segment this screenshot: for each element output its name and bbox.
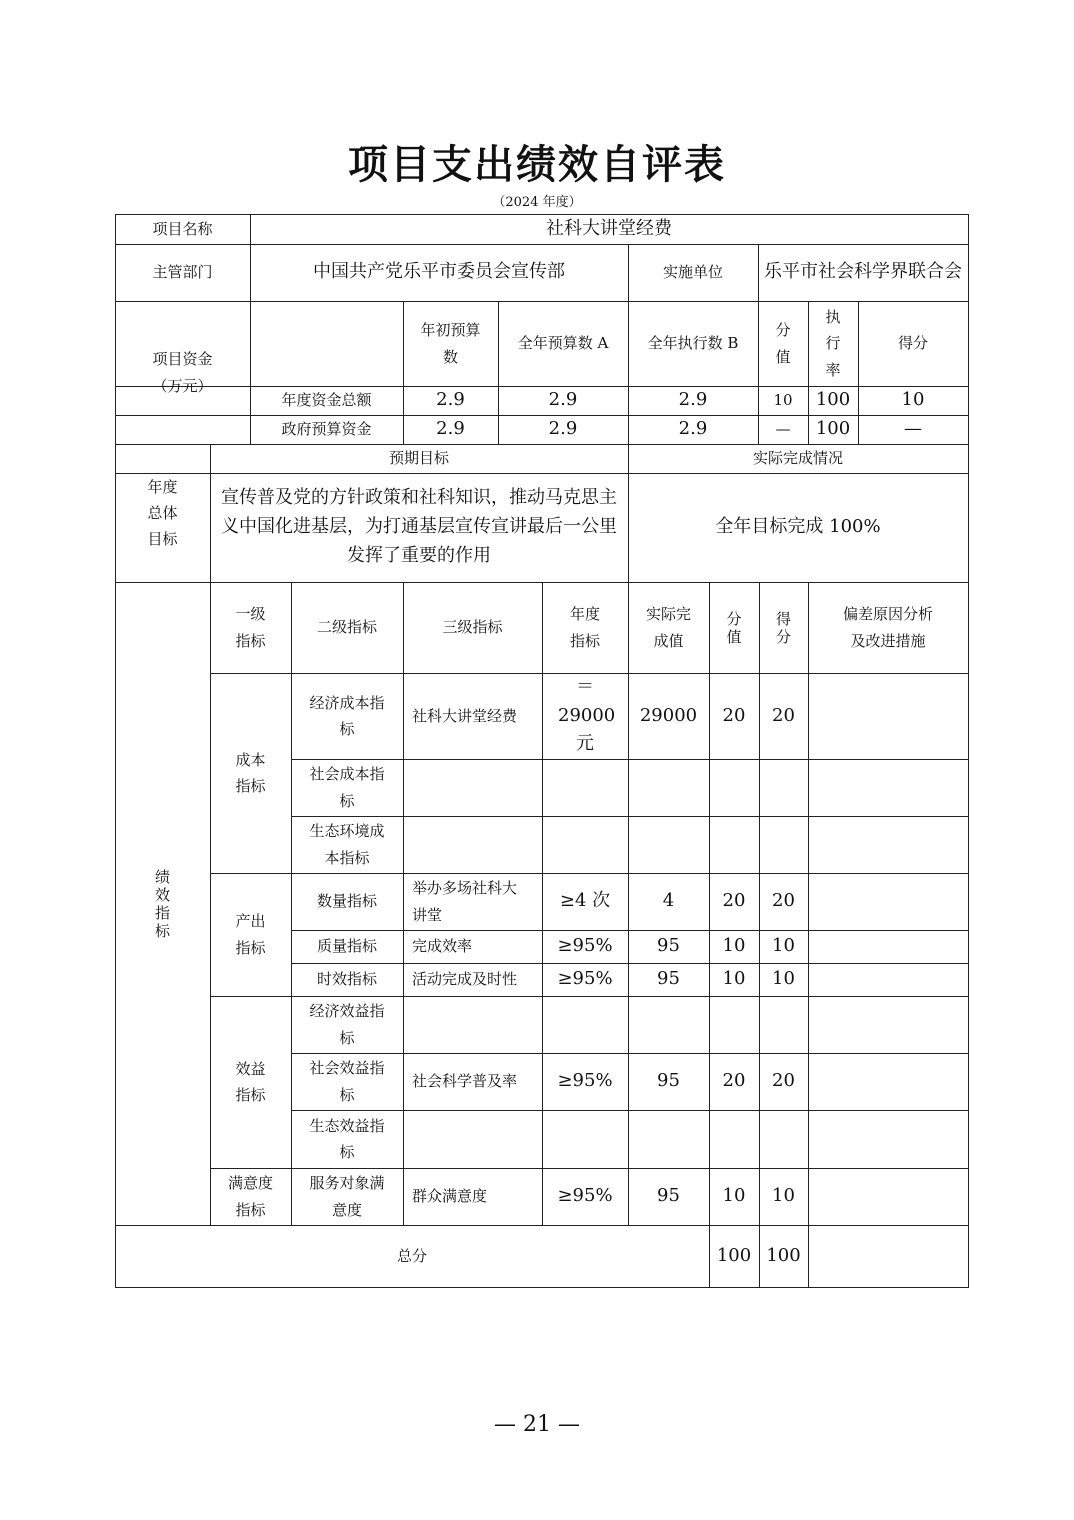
level2-cell bbox=[291, 1168, 403, 1225]
dept-value bbox=[250, 244, 628, 301]
total-weight-text: 100 bbox=[716, 1244, 752, 1266]
impl-label bbox=[628, 244, 758, 301]
level2-cell-text: 质量指标 bbox=[316, 937, 377, 956]
weight-cell bbox=[709, 873, 759, 930]
level2-cell-text: 社会效益指标 bbox=[309, 1059, 385, 1104]
total-score-text: 100 bbox=[766, 1244, 801, 1266]
dept-label bbox=[115, 244, 250, 301]
actual-cell bbox=[628, 930, 709, 963]
weight-cell bbox=[709, 963, 759, 996]
level2-header bbox=[291, 582, 403, 673]
level1-group bbox=[210, 1168, 291, 1225]
funds-row-score-text: — bbox=[904, 418, 922, 440]
actual-header bbox=[628, 582, 709, 673]
level3-cell bbox=[403, 996, 542, 1053]
target-cell bbox=[542, 873, 628, 930]
project-name-label-text: 项目名称 bbox=[152, 219, 213, 238]
total-weight bbox=[709, 1225, 759, 1287]
funds-header-exec bbox=[628, 301, 758, 386]
actual-cell-text: 95 bbox=[657, 968, 680, 990]
level1-header-text: 一级指标 bbox=[235, 605, 266, 650]
weight-cell-text: 10 bbox=[722, 1185, 746, 1207]
actual-cell bbox=[628, 1110, 709, 1168]
analysis-cell bbox=[808, 1053, 968, 1110]
funds-row-score-text: 10 bbox=[901, 389, 925, 411]
analysis-header-text: 偏差原因分析及改进措施 bbox=[843, 605, 934, 650]
funds-row-initial-text: 2.9 bbox=[436, 389, 465, 411]
actual-header-text: 实际完成值 bbox=[646, 605, 692, 650]
funds-row-budget_a-text: 2.9 bbox=[548, 389, 578, 411]
expected-goal-header-text: 预期目标 bbox=[388, 449, 449, 468]
score-cell bbox=[759, 673, 808, 759]
score-cell bbox=[759, 873, 808, 930]
weight-header bbox=[709, 582, 759, 673]
analysis-cell bbox=[808, 1168, 968, 1225]
funds-row-exec_b bbox=[628, 415, 758, 444]
funds-header-budget-text: 全年预算数 A bbox=[517, 334, 609, 353]
target-cell-text: ≥4 次 bbox=[559, 890, 611, 912]
score-cell bbox=[759, 996, 808, 1053]
level3-cell bbox=[403, 759, 542, 816]
level3-cell bbox=[403, 673, 542, 759]
level2-cell bbox=[291, 1110, 403, 1168]
weight-cell-text: 20 bbox=[722, 1070, 746, 1092]
funds-row-score bbox=[858, 386, 968, 415]
funds-row-initial bbox=[403, 386, 498, 415]
weight-cell-text: 20 bbox=[722, 704, 746, 726]
level2-cell-text: 经济效益指标 bbox=[309, 1002, 385, 1047]
funds-header-rate bbox=[808, 301, 858, 386]
dept-label-text: 主管部门 bbox=[152, 263, 213, 282]
actual-cell bbox=[628, 963, 709, 996]
funds-label-text: 项目资金 （万元） bbox=[152, 350, 213, 395]
score-cell bbox=[759, 963, 808, 996]
weight-cell bbox=[709, 1168, 759, 1225]
score-cell bbox=[759, 1168, 808, 1225]
funds-row-rate-text: 100 bbox=[815, 418, 851, 440]
funds-header-weight-text: 分值 bbox=[775, 321, 791, 366]
total-label-text: 总分 bbox=[396, 1246, 427, 1265]
level2-cell-text: 生态环境成本指标 bbox=[309, 822, 385, 867]
grid-line bbox=[115, 1287, 969, 1288]
funds-row-weight bbox=[758, 415, 808, 444]
funds-row-weight-text: — bbox=[775, 420, 791, 439]
funds-row-name bbox=[250, 386, 403, 415]
weight-cell bbox=[709, 673, 759, 759]
funds-row-rate bbox=[808, 415, 858, 444]
level2-cell bbox=[291, 996, 403, 1053]
funds-header-initial-text: 年初预算数 bbox=[420, 321, 481, 366]
weight-cell bbox=[709, 1053, 759, 1110]
level2-cell bbox=[291, 873, 403, 930]
weight-cell bbox=[709, 816, 759, 873]
level3-header-text: 三级指标 bbox=[442, 618, 503, 637]
actual-cell-text: 95 bbox=[657, 1070, 680, 1092]
expected-goal-header bbox=[210, 444, 628, 473]
level3-cell-text: 社会科学普及率 bbox=[412, 1072, 518, 1091]
level2-cell bbox=[291, 963, 403, 996]
score-cell bbox=[759, 1110, 808, 1168]
impl-value bbox=[758, 244, 968, 301]
grid-line bbox=[968, 214, 969, 1288]
total-analysis bbox=[808, 1225, 968, 1287]
actual-cell bbox=[628, 1168, 709, 1225]
weight-cell bbox=[709, 759, 759, 816]
target-cell-text: ≥95% bbox=[557, 935, 613, 957]
page-subtitle: （2024 年度） bbox=[492, 195, 582, 210]
level2-cell-text: 社会成本指标 bbox=[309, 765, 385, 810]
actual-status-text bbox=[628, 473, 968, 582]
level3-cell-text: 完成效率 bbox=[412, 937, 473, 956]
funds-row-budget_a bbox=[498, 415, 628, 444]
score-header-text: 得分 bbox=[776, 609, 792, 646]
funds-header-rate-text: 执行率 bbox=[825, 308, 841, 379]
level3-cell-text: 群众满意度 bbox=[412, 1187, 488, 1206]
actual-cell bbox=[628, 996, 709, 1053]
analysis-cell bbox=[808, 963, 968, 996]
score-cell-text: 20 bbox=[772, 1070, 795, 1092]
actual-cell-text: 4 bbox=[662, 890, 675, 912]
analysis-header bbox=[808, 582, 968, 673]
analysis-cell bbox=[808, 873, 968, 930]
level2-cell bbox=[291, 673, 403, 759]
level3-cell bbox=[403, 873, 542, 930]
analysis-cell bbox=[808, 759, 968, 816]
dept-value-text: 中国共产党乐平市委员会宣传部 bbox=[313, 261, 565, 283]
target-cell bbox=[542, 816, 628, 873]
total-label bbox=[115, 1225, 709, 1287]
score-header bbox=[759, 582, 808, 673]
impl-label-text: 实施单位 bbox=[662, 263, 723, 282]
weight-cell bbox=[709, 1110, 759, 1168]
level2-cell-text: 生态效益指标 bbox=[309, 1116, 385, 1161]
target-cell-text: ≥95% bbox=[557, 1185, 613, 1207]
level2-cell bbox=[291, 816, 403, 873]
score-cell-text: 10 bbox=[772, 968, 795, 990]
target-cell bbox=[542, 759, 628, 816]
impl-value-text: 乐平市社会科学界联合会 bbox=[764, 261, 962, 283]
level1-group-text: 效益指标 bbox=[235, 1059, 266, 1104]
funds-header-exec-text: 全年执行数 B bbox=[647, 334, 739, 353]
level1-group-text: 产出指标 bbox=[235, 912, 266, 957]
page-number: — 21 — bbox=[494, 1412, 580, 1437]
level1-group-text: 成本指标 bbox=[235, 750, 266, 795]
page-title: 项目支出绩效自评表 bbox=[348, 141, 726, 188]
analysis-cell bbox=[808, 996, 968, 1053]
level2-cell-text: 经济成本指标 bbox=[309, 693, 385, 738]
expected-goal-text-text: 宣传普及党的方针政策和社科知识，推动马克思主义中国化进基层，为打通基层宣传宣讲最后一公里发挥了重要的作用 bbox=[221, 487, 617, 566]
level2-cell bbox=[291, 930, 403, 963]
weight-cell bbox=[709, 996, 759, 1053]
funds-header-budget bbox=[498, 301, 628, 386]
analysis-cell bbox=[808, 930, 968, 963]
actual-cell bbox=[628, 873, 709, 930]
funds-row-initial bbox=[403, 415, 498, 444]
analysis-cell bbox=[808, 673, 968, 759]
level3-header bbox=[403, 582, 542, 673]
project-name-label bbox=[115, 214, 250, 244]
target-cell bbox=[542, 1053, 628, 1110]
actual-status-header bbox=[628, 444, 968, 473]
score-cell bbox=[759, 930, 808, 963]
actual-cell bbox=[628, 673, 709, 759]
target-header-text: 年度指标 bbox=[570, 605, 601, 650]
weight-header-text: 分值 bbox=[726, 609, 742, 646]
funds-header-initial bbox=[403, 301, 498, 386]
score-cell-text: 20 bbox=[772, 890, 795, 912]
funds-row-name bbox=[250, 415, 403, 444]
level3-cell bbox=[403, 963, 542, 996]
goals-label-text: 年度 总体 目标 bbox=[147, 477, 178, 549]
target-cell-text: ＝29000元 bbox=[558, 675, 616, 755]
level3-cell-text: 活动完成及时性 bbox=[412, 970, 518, 989]
level1-group bbox=[210, 873, 291, 996]
level3-cell-text: 社科大讲堂经费 bbox=[412, 706, 518, 725]
level2-cell bbox=[291, 759, 403, 816]
level2-cell-text: 数量指标 bbox=[316, 892, 377, 911]
actual-cell-text: 95 bbox=[657, 1185, 680, 1207]
score-cell bbox=[759, 1053, 808, 1110]
actual-cell-text: 29000 bbox=[639, 704, 698, 726]
analysis-cell bbox=[808, 816, 968, 873]
project-name-value-text: 社科大讲堂经费 bbox=[546, 217, 672, 239]
score-cell-text: 10 bbox=[772, 1185, 795, 1207]
funds-row-weight bbox=[758, 386, 808, 415]
level1-header bbox=[210, 582, 291, 673]
actual-status-header-text: 实际完成情况 bbox=[752, 449, 843, 468]
funds-row-rate-text: 100 bbox=[815, 389, 851, 411]
target-cell bbox=[542, 996, 628, 1053]
level3-cell bbox=[403, 816, 542, 873]
funds-row-weight-text: 10 bbox=[773, 391, 793, 410]
level3-cell bbox=[403, 1053, 542, 1110]
level3-cell bbox=[403, 930, 542, 963]
goals-label bbox=[115, 444, 210, 582]
actual-cell bbox=[628, 759, 709, 816]
level2-cell-text: 服务对象满意度 bbox=[309, 1174, 385, 1219]
funds-label bbox=[115, 301, 250, 444]
analysis-cell bbox=[808, 1110, 968, 1168]
score-cell-text: 10 bbox=[772, 935, 795, 957]
score-cell-text: 20 bbox=[772, 704, 795, 726]
funds-row-exec_b-text: 2.9 bbox=[678, 389, 708, 411]
funds-row-exec_b-text: 2.9 bbox=[678, 418, 708, 440]
actual-cell-text: 95 bbox=[657, 935, 680, 957]
level2-header-text: 二级指标 bbox=[316, 618, 377, 637]
funds-row-name-text: 政府预算资金 bbox=[281, 420, 372, 439]
target-cell bbox=[542, 1110, 628, 1168]
project-name-value bbox=[250, 214, 968, 244]
actual-status-text-text: 全年目标完成 100% bbox=[715, 516, 881, 538]
indicators-label bbox=[115, 582, 210, 1225]
weight-cell-text: 10 bbox=[722, 968, 746, 990]
level3-cell bbox=[403, 1110, 542, 1168]
indicators-label-text: 绩效指标 bbox=[155, 867, 171, 940]
funds-row-budget_a-text: 2.9 bbox=[548, 418, 578, 440]
funds-row-rate bbox=[808, 386, 858, 415]
funds-row-exec_b bbox=[628, 386, 758, 415]
target-cell bbox=[542, 930, 628, 963]
target-cell bbox=[542, 963, 628, 996]
weight-cell-text: 10 bbox=[722, 935, 746, 957]
score-cell bbox=[759, 816, 808, 873]
total-score bbox=[759, 1225, 808, 1287]
target-cell-text: ≥95% bbox=[557, 968, 613, 990]
level2-cell-text: 时效指标 bbox=[316, 970, 377, 989]
actual-cell bbox=[628, 1053, 709, 1110]
level2-cell bbox=[291, 1053, 403, 1110]
level3-cell bbox=[403, 1168, 542, 1225]
target-cell bbox=[542, 673, 628, 759]
funds-header-weight bbox=[758, 301, 808, 386]
target-header bbox=[542, 582, 628, 673]
score-cell bbox=[759, 759, 808, 816]
funds-row-budget_a bbox=[498, 386, 628, 415]
level1-group bbox=[210, 673, 291, 873]
actual-cell bbox=[628, 816, 709, 873]
funds-header-score bbox=[858, 301, 968, 386]
level1-group-text: 满意度指标 bbox=[228, 1174, 274, 1219]
level3-cell-text: 举办多场社科大讲堂 bbox=[412, 879, 518, 924]
funds-header-score-text: 得分 bbox=[897, 334, 928, 353]
weight-cell bbox=[709, 930, 759, 963]
target-cell bbox=[542, 1168, 628, 1225]
target-cell-text: ≥95% bbox=[557, 1070, 613, 1092]
funds-row-initial-text: 2.9 bbox=[436, 418, 465, 440]
funds-row-name-text: 年度资金总额 bbox=[281, 391, 372, 410]
funds-row-score bbox=[858, 415, 968, 444]
level1-group bbox=[210, 996, 291, 1168]
weight-cell-text: 20 bbox=[722, 890, 746, 912]
expected-goal-text bbox=[210, 473, 628, 582]
